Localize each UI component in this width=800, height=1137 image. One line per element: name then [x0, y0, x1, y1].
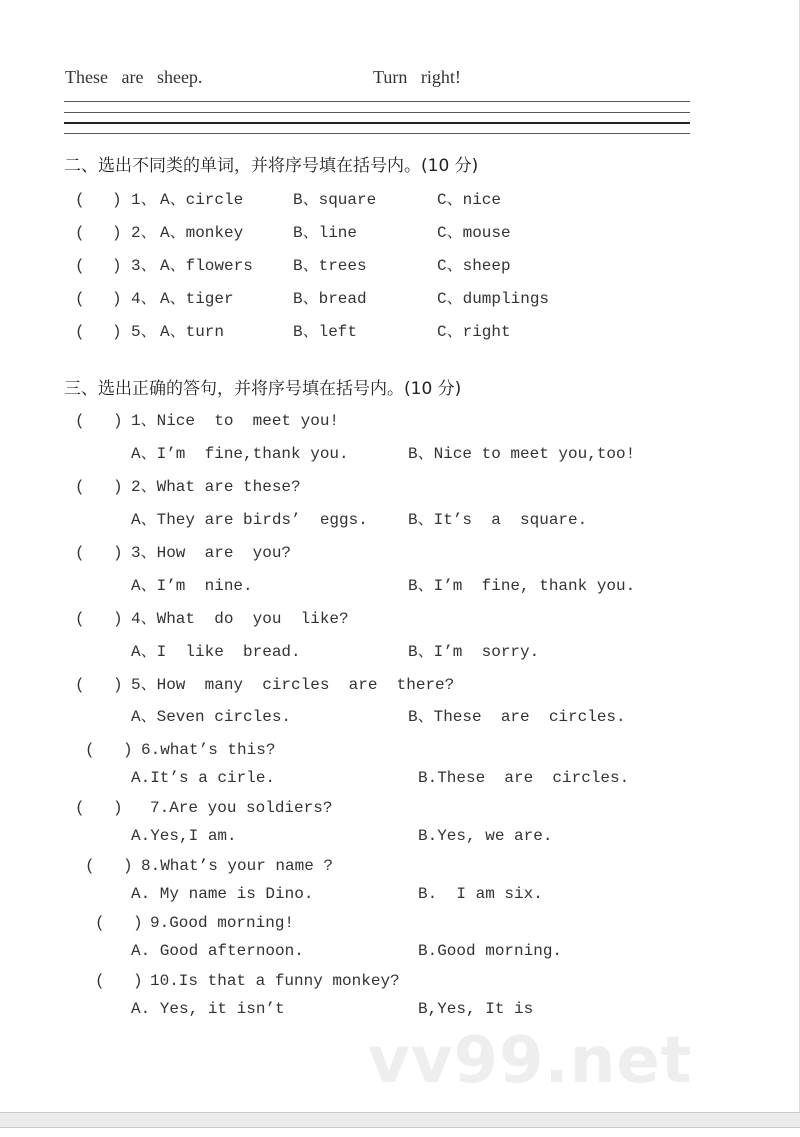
option-a: A、circle	[160, 191, 244, 209]
section3-title: 三、选出正确的答句，并将序号填在括号内。(10 分)	[64, 379, 462, 399]
option-c: C、sheep	[437, 257, 511, 275]
question-text: 4、What do you like?	[131, 610, 349, 628]
option-b: B、left	[293, 323, 358, 341]
answer-paren-open[interactable]: (	[75, 323, 85, 341]
answer-paren-open[interactable]: (	[75, 257, 85, 275]
answer-paren-open[interactable]: (	[75, 224, 85, 242]
answer-paren-close[interactable]: )	[113, 412, 123, 430]
answer-paren-open[interactable]: (	[85, 741, 95, 759]
option-a: A. Yes, it isn’t	[131, 1000, 285, 1018]
option-c: C、nice	[437, 191, 502, 209]
question-text: 3、How are you?	[131, 544, 292, 562]
page-separator	[0, 1112, 800, 1128]
option-a: A、turn	[160, 323, 225, 341]
question-text: 1、Nice to meet you!	[131, 412, 340, 430]
answer-paren-close[interactable]: )	[112, 323, 122, 341]
question-number: 2、	[131, 224, 157, 242]
answer-paren-close[interactable]: )	[113, 676, 123, 694]
option-b: B、I’m fine, thank you.	[408, 577, 636, 595]
top-word-2: Turn right!	[373, 67, 461, 87]
option-b: B、bread	[293, 290, 367, 308]
option-a: A.It’s a cirle.	[131, 769, 276, 787]
section2-title: 二、选出不同类的单词，并将序号填在括号内。(10 分)	[64, 156, 479, 176]
option-c: C、mouse	[437, 224, 511, 242]
answer-paren-open[interactable]: (	[75, 290, 85, 308]
answer-paren-close[interactable]: )	[113, 610, 123, 628]
option-b: B.Yes, we are.	[418, 827, 553, 845]
answer-paren-close[interactable]: )	[112, 290, 122, 308]
answer-paren-open[interactable]: (	[75, 191, 85, 209]
question-text: 9.Good morning!	[150, 914, 295, 932]
section2-title-line	[0, 156, 479, 176]
answer-paren-open[interactable]: (	[75, 676, 85, 694]
question-text: 5、How many circles are there?	[131, 676, 455, 694]
top-words-line	[0, 67, 461, 87]
question-text: 2、What are these?	[131, 478, 301, 496]
option-b: B、trees	[293, 257, 367, 275]
top-word-1: These are sheep.	[65, 67, 203, 87]
question-number: 3、	[131, 257, 157, 275]
question-number: 5、	[131, 323, 157, 341]
answer-paren-open[interactable]: (	[95, 972, 105, 990]
option-b: B、square	[293, 191, 377, 209]
answer-paren-close[interactable]: )	[113, 799, 123, 817]
option-b: B、These are circles.	[408, 708, 626, 726]
answer-paren-close[interactable]: )	[133, 914, 143, 932]
answer-paren-open[interactable]: (	[75, 544, 85, 562]
writing-line	[64, 133, 690, 134]
answer-paren-open[interactable]: (	[85, 857, 95, 875]
question-number: 1、	[131, 191, 157, 209]
section3-title-line	[0, 379, 462, 399]
question-text: 8.What’s your name ?	[141, 857, 334, 875]
answer-paren-close[interactable]: )	[112, 257, 122, 275]
option-b: B.These are circles.	[418, 769, 630, 787]
option-a: A、monkey	[160, 224, 244, 242]
option-a: A. Good afternoon.	[131, 942, 304, 960]
answer-paren-close[interactable]: )	[112, 191, 122, 209]
answer-paren-open[interactable]: (	[75, 412, 85, 430]
option-a: A、I like bread.	[131, 643, 301, 661]
answer-paren-open[interactable]: (	[75, 799, 85, 817]
option-a: A、They are birds’ eggs.	[131, 511, 368, 529]
writing-line	[64, 101, 690, 102]
option-a: A.Yes,I am.	[131, 827, 237, 845]
option-b: B、Nice to meet you,too!	[408, 445, 636, 463]
answer-paren-open[interactable]: (	[75, 610, 85, 628]
option-a: A、I’m nine.	[131, 577, 253, 595]
option-b: B,Yes, It is	[418, 1000, 534, 1018]
option-c: C、dumplings	[437, 290, 550, 308]
option-b: B.Good morning.	[418, 942, 563, 960]
option-a: A、tiger	[160, 290, 234, 308]
question-text: 6.what’s this?	[141, 741, 276, 759]
writing-line	[64, 122, 690, 124]
option-b: B、It’s a square.	[408, 511, 588, 529]
writing-line	[64, 112, 690, 113]
option-a: A、Seven circles.	[131, 708, 292, 726]
option-a: A、flowers	[160, 257, 253, 275]
watermark: vv99.net	[368, 1024, 693, 1098]
answer-paren-open[interactable]: (	[75, 478, 85, 496]
option-b: B、line	[293, 224, 358, 242]
option-a: A、I’m fine,thank you.	[131, 445, 349, 463]
answer-paren-close[interactable]: )	[123, 857, 133, 875]
option-b: B、I’m sorry.	[408, 643, 540, 661]
question-text: 7.Are you soldiers?	[150, 799, 333, 817]
option-a: A. My name is Dino.	[131, 885, 314, 903]
question-number: 4、	[131, 290, 157, 308]
answer-paren-close[interactable]: )	[112, 224, 122, 242]
answer-paren-open[interactable]: (	[95, 914, 105, 932]
answer-paren-close[interactable]: )	[113, 544, 123, 562]
answer-paren-close[interactable]: )	[123, 741, 133, 759]
question-text: 10.Is that a funny monkey?	[150, 972, 400, 990]
option-c: C、right	[437, 323, 511, 341]
answer-paren-close[interactable]: )	[113, 478, 123, 496]
answer-paren-close[interactable]: )	[133, 972, 143, 990]
option-b: B. I am six.	[418, 885, 543, 903]
